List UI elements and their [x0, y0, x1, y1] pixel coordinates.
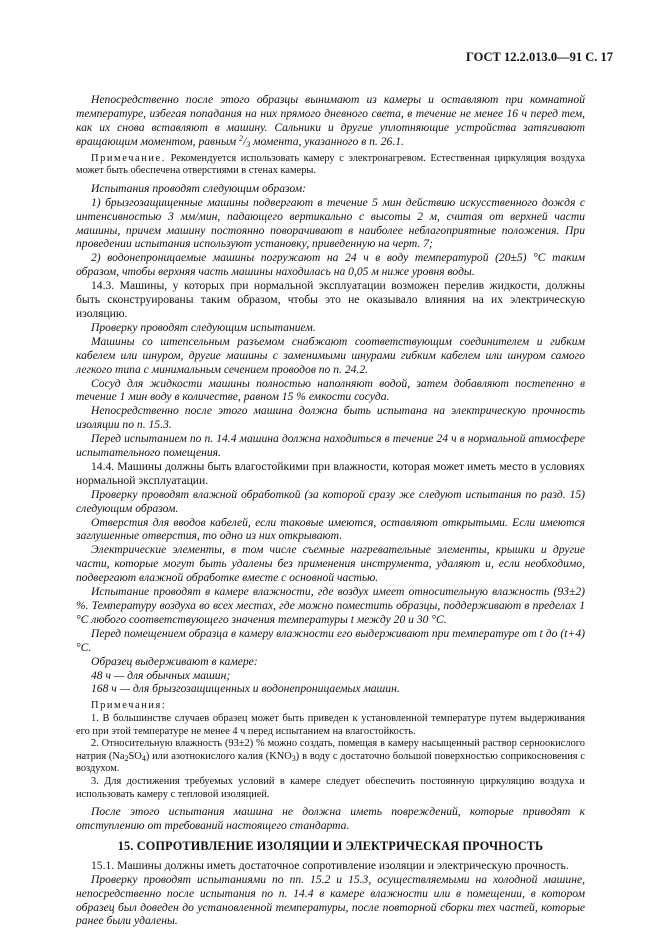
section-heading: 15. СОПРОТИВЛЕНИЕ ИЗОЛЯЦИИ И ЭЛЕКТРИЧЕСКАЯ ПРОЧНОСТЬ [117, 838, 544, 853]
paragraph: Отверстия для вводов кабелей, если таковые имеются, оставляют открытыми. Если имеются заглушенные отверстия, то одно из них открывают. [76, 515, 585, 543]
note-chamber [76, 153, 585, 178]
paragraph: 168 ч — для брызгозащищенных и водонепроницаемых машин. [91, 682, 400, 696]
note-1: 1. В большинстве случаев образец может быть приведен к установленной температуре путем выдерживания его при этой температуре не менее 4 ч перед испытанием на влагостойкость. [76, 712, 585, 737]
note-3: 3. Для достижения требуемых условий в камере следует обеспечить постоянную циркуляцию воздуха и использовать камеру с тепловой изоляцией. [76, 775, 585, 800]
paragraph: Электрические элементы, в том числе съемные нагревательные элементы, крышки и другие части, которые могут быть удалены без применения инструмента, удаляют и, если необходимо, подвергают влажной обработке вместе с основной частью. [76, 543, 585, 585]
text: момента, указанного в п. 26.1. [250, 134, 404, 148]
paragraph: Машины со штепсельным разъемом снабжают соответствующим соединителем и гибким кабелем или шнуром, другие машины с заменимыми шнурами гибким кабелем или шнуром самого легкого типа с минимальным сечением проводов по п. 24.2. [76, 334, 585, 376]
page-header: ГОСТ 12.2.013.0—91 С. 17 [465, 50, 613, 64]
paragraph: 48 ч — для обычных машин; [91, 668, 231, 682]
paragraph: Сосуд для жидкости машины полностью наполняют водой, затем добавляют постепенно в течение 1 мин воду в количестве, равном 15 % емкости сосуда. [76, 376, 585, 404]
paragraph: Испытание проводят в камере влажности, где воздух имеет относительную влажность (93±2) %. Температуру воздуха во всех местах, где можно поместить образцы, поддерживают в пределах 1 °С любого соответствующего значения температуры t между 20 и 30 °С. [76, 585, 585, 626]
subscript: 3 [291, 753, 296, 763]
fraction-denominator: 3 [246, 139, 251, 149]
clause-15-1: 15.1. Машины должны иметь достаточное сопротивление изоляции и электрическую прочность. [91, 858, 569, 872]
paragraph: Образец выдерживают в камере: [91, 654, 258, 668]
note-text: Рекомендуется использовать камеру с электронагревом. Естественная циркуляция воздуха может быть обеспечена отверстиями в стенах камеры. [76, 152, 585, 177]
document-body [76, 93, 585, 928]
text: ) или азотнокислого калия (KNO [145, 750, 292, 762]
text: Непосредственно после этого образцы вынимают из камеры и оставляют при комнатной температуре, избегая попадания на них прямого дневного света, в течение не менее 16 ч перед тем, как их снова вставляют в машину. Сальники и другие уплотняющие устройства затягивают вращающим моментом, равным [76, 93, 585, 148]
fraction-numerator: 2 [239, 133, 243, 143]
notes-label-text: Примечания: [91, 700, 167, 712]
paragraph: Проверку проводят влажной обработкой (за которой сразу же следуют испытания по разд. 15) следующим образом. [76, 487, 585, 515]
paragraph: Испытания проводят следующим образом: [91, 181, 307, 195]
paragraph-item-1: 1) брызгозащищенные машины подвергают в течение 5 мин действию искусственного дождя с интенсивностью 3 мм/мин, падающего вертикально с высоты 2 м, считая от верхней части машины, причем машину постоянно поворачивают в наиболее неблагоприятные положения. При проведении испытания используют установку, приведенную на черт. 7; [76, 195, 585, 251]
paragraph: Перед помещением образца в камеру влажности его выдерживают при температуре от t до (t+4) °С. [76, 626, 585, 654]
note-2 [76, 738, 585, 776]
note-label: Примечание. [91, 152, 166, 164]
clause-14-4: 14.4. Машины должны быть влагостойкими при влажности, которая может иметь место в условиях нормальной эксплуатации. [76, 459, 585, 487]
subscript: 2 [124, 753, 129, 763]
notes-label [76, 700, 585, 713]
clause-14-3: 14.3. Машины, у которых при нормальной эксплуатации возможен перелив жидкости, должны быть сконструированы таким образом, чтобы это не оказывало влияния на их электрическую изоляцию. [76, 279, 585, 320]
paragraph: Проверку проводят следующим испытанием. [91, 320, 316, 334]
paragraph-conclusion: После этого испытания машина не должна иметь повреждений, которые приводят к отступлению от требований настоящего стандарта. [76, 805, 585, 832]
text: 2. Относительную влажность (93±2) % можно создать, помещая в камеру насыщенный раствор серноокислого натрия (Na [76, 738, 585, 762]
paragraph: Проверку проводят испытаниями по пп. 15.2 и 15.3, осуществляемыми на холодной машине, непосредственно после испытания по п. 14.4 в камере влажности или в помещении, в котором образец был доведен до установленной температуры, после повторной сборки тех частей, которые ранее были удалены. [76, 872, 585, 928]
text: SO [128, 750, 142, 762]
paragraph: Непосредственно после этого машина должна быть испытана на электрическую прочность изоляции по п. 15.3. [76, 404, 585, 432]
paragraph-item-2: 2) водонепроницаемые машины погружают на 24 ч в воду температурой (20±5) °С таким образом, чтобы верхняя часть машины находилась на 0,05 м ниже уровня воды. [76, 251, 585, 279]
subscript: 4 [141, 753, 146, 763]
paragraph-conditioning: Непосредственно после этого образцы вынимают из камеры и оставляют при комнатной температуре, избегая попадания на них прямого дневного света, в течение не менее 16 ч перед тем, как их снова вставляют в машину. Сальники и другие уплотняющие устройства затягивают вращающим моментом, равным $^2/_3$ момента, указанного в п. 26.1. [76, 93, 585, 149]
paragraph: Перед испытанием по п. 14.4 машина должна находиться в течение 24 ч в нормальной атмосфере испытательного помещения. [76, 432, 585, 460]
text: ) в воду с достаточно большой поверхностью соприкосновения с воздухом. [76, 750, 586, 775]
